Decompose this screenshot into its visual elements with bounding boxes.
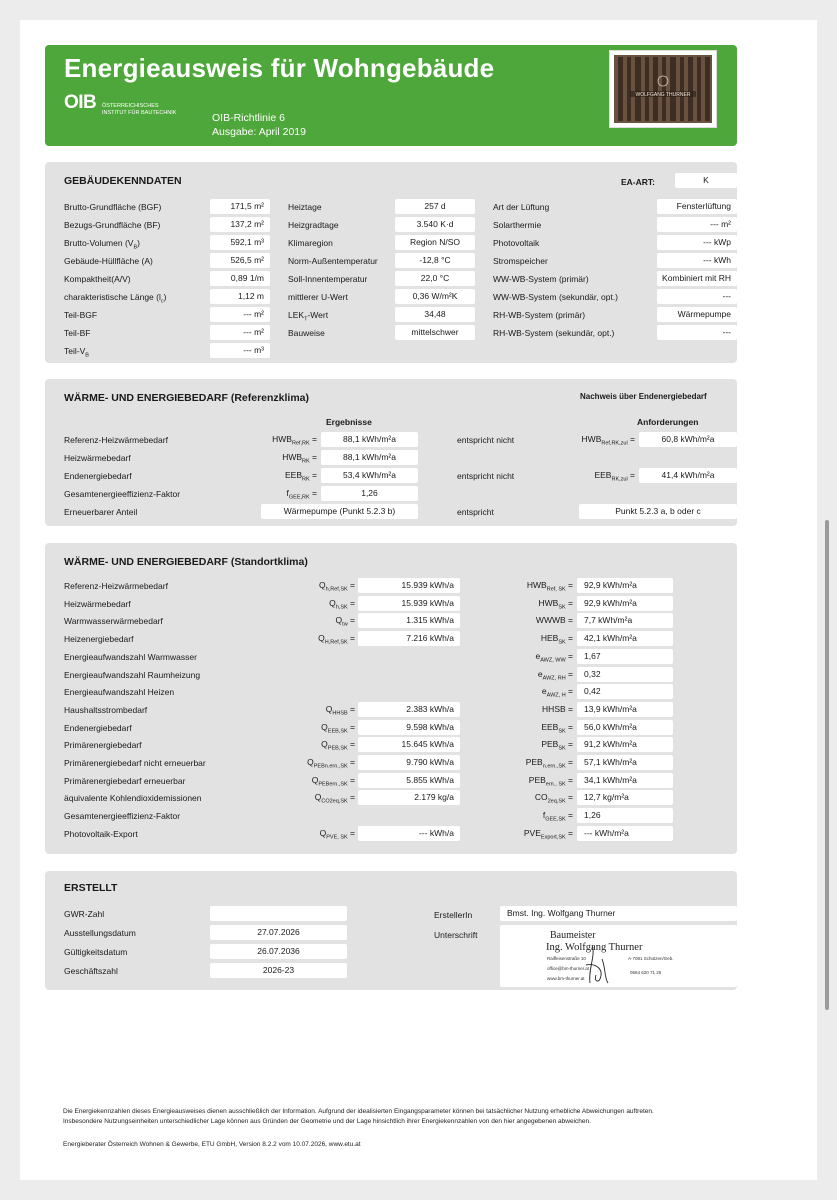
- gebaeudekenndaten-panel: [45, 162, 737, 363]
- gebaeude-value: 0,89 1/m: [210, 271, 270, 286]
- standort-s-symbol: $e_{AWZ, H}$ =: [541, 686, 573, 699]
- gebaeude-label: Norm-Außentemperatur: [288, 256, 378, 266]
- standort-s-symbol: $HWB_{Ref, SK}$ =: [526, 580, 573, 593]
- referenz-req-value: Punkt 5.2.3 a, b oder c: [579, 504, 737, 519]
- standort-label: Primärenergiebedarf erneuerbar: [64, 776, 186, 786]
- standort-label: Photovoltaik-Export: [64, 829, 138, 839]
- gebaeude-value: --- m³: [210, 343, 270, 358]
- standort-s-value: 1,67: [577, 649, 673, 664]
- svg-text:A-7081 Schützen/Geb.: A-7081 Schützen/Geb.: [628, 956, 674, 961]
- erstellt-title: ERSTELLT: [64, 882, 118, 894]
- standort-q-value: 2.179 kg/a: [358, 790, 460, 805]
- standort-s-value: 0,32: [577, 667, 673, 682]
- standort-q-value: 2.383 kWh/a: [358, 702, 460, 717]
- standort-s-value: 12,7 kg/m²a: [577, 790, 673, 805]
- gebaeude-value: mittelschwer: [395, 325, 475, 340]
- standort-q-symbol: $Q_{CO2eq,SK}$ =: [314, 792, 355, 805]
- standort-s-symbol: $f_{GEE,SK}$ =: [542, 810, 573, 823]
- standort-q-value: 7.216 kWh/a: [358, 631, 460, 646]
- standort-s-symbol: $PVE_{Export,SK}$ =: [523, 828, 573, 841]
- signature-box: [500, 925, 737, 987]
- gebaeude-value: 171,5 m²: [210, 199, 270, 214]
- referenz-req-value: 60,8 kWh/m²a: [639, 432, 737, 447]
- erstellt-value: [210, 906, 347, 921]
- standort-q-symbol: $Q_{h,Ref,SK}$ =: [319, 580, 355, 593]
- referenz-req-symbol: $HWB_{Ref,RK,zul}$ =: [581, 434, 635, 447]
- referenz-value: 1,26: [321, 486, 418, 501]
- richtlinie-label: OIB-Richtlinie 6: [212, 112, 285, 124]
- referenz-status: entspricht: [457, 507, 494, 517]
- standort-q-value: 15.939 kWh/a: [358, 596, 460, 611]
- standort-s-value: 56,0 kWh/m²a: [577, 720, 673, 735]
- gebaeude-label: Gebäude-Hüllfläche (A): [64, 256, 153, 266]
- standort-title: WÄRME- UND ENERGIEBEDARF (Standortklima): [64, 556, 308, 568]
- gebaeude-value: --- m²: [657, 217, 737, 232]
- standort-label: Endenergiebedarf: [64, 723, 132, 733]
- gebaeude-label: Stromspeicher: [493, 256, 548, 266]
- svg-text:office@bm-thurner.at: office@bm-thurner.at: [547, 966, 590, 971]
- erstellt-panel: [45, 871, 737, 990]
- gebaeude-value: --- m²: [210, 307, 270, 322]
- standort-q-value: 1.315 kWh/a: [358, 613, 460, 628]
- scrollbar[interactable]: [825, 520, 829, 1010]
- standort-q-symbol: $Q_{HHSB}$ =: [325, 704, 355, 717]
- standort-s-symbol: $HWB_{SK}$ =: [538, 598, 573, 611]
- standort-s-value: 13,9 kWh/m²a: [577, 702, 673, 717]
- referenz-value: 53,4 kWh/m²a: [321, 468, 418, 483]
- standort-s-symbol: HHSB =: [542, 704, 573, 714]
- standort-q-symbol: $Q_{PEBern.,SK}$ =: [311, 775, 355, 788]
- erstellt-value: 26.07.2036: [210, 944, 347, 959]
- standort-s-value: 0,42: [577, 684, 673, 699]
- gebaeude-title: GEBÄUDEKENNDATEN: [64, 175, 182, 187]
- gebaeude-value: ---: [657, 289, 737, 304]
- footer-version: Energieberater Österreich Wohnen & Gewerbe, ETU GmbH, Version 8.2.2 vom 10.07.2026, www.etu.at: [63, 1141, 361, 1148]
- standortklima-panel: [45, 543, 737, 854]
- erstellt-label: Gültigkeitsdatum: [64, 947, 128, 957]
- standort-label: Gesamtenergieeffizienz-Faktor: [64, 811, 181, 821]
- ea-art-label: EA-ART:: [621, 177, 655, 187]
- standort-s-symbol: WWWB =: [535, 615, 573, 625]
- standort-label: Energieaufwandszahl Raumheizung: [64, 670, 201, 680]
- standort-label: Heizwärmebedarf: [64, 599, 131, 609]
- gebaeude-label: WW-WB-System (sekundär, opt.): [493, 292, 619, 302]
- svg-text:0664 620 71 25: 0664 620 71 25: [630, 970, 662, 975]
- oib-logo-subtitle: ÖSTERREICHISCHES INSTITUT FÜR BAUTECHNIK: [102, 103, 177, 116]
- gebaeude-label: WW-WB-System (primär): [493, 274, 589, 284]
- oib-logo: OIB: [64, 92, 97, 113]
- erstellt-label: Geschäftszahl: [64, 966, 118, 976]
- erstellt-value: 2026-23: [210, 963, 347, 978]
- referenz-symbol: $f_{GEE,RK}$ =: [286, 488, 317, 501]
- standort-s-value: 57,1 kWh/m²a: [577, 755, 673, 770]
- svg-text:WOLFGANG THURNER: WOLFGANG THURNER: [635, 92, 691, 98]
- gebaeude-label: Photovoltaik: [493, 238, 540, 248]
- gebaeude-label: $LEK_T$-Wert: [288, 310, 329, 323]
- referenz-title: WÄRME- UND ENERGIEBEDARF (Referenzklima): [64, 392, 310, 404]
- gebaeude-label: RH-WB-System (primär): [493, 310, 586, 320]
- standort-label: äquivalente Kohlendioxidemissionen: [64, 793, 202, 803]
- standort-s-symbol: $e_{AWZ, WW}$ =: [535, 651, 573, 664]
- standort-label: Energieaufwandszahl Warmwasser: [64, 652, 197, 662]
- gebaeude-label: Teil-BF: [64, 328, 91, 338]
- gebaeude-label: Kompaktheit(A/V): [64, 274, 131, 284]
- ea-art-value: K: [675, 173, 737, 188]
- gebaeude-value: 0,36 W/m²K: [395, 289, 475, 304]
- referenz-status: entspricht nicht: [457, 471, 515, 481]
- standort-label: Primärenergiebedarf: [64, 740, 142, 750]
- erstellt-label: Ausstellungsdatum: [64, 928, 136, 938]
- ersteller-value: Bmst. Ing. Wolfgang Thurner: [500, 906, 737, 921]
- standort-q-symbol: $Q_{tw}$ =: [335, 615, 355, 628]
- svg-text:Raiffeisenstraße 10: Raiffeisenstraße 10: [547, 956, 586, 961]
- gebaeude-value: 526,5 m²: [210, 253, 270, 268]
- company-logo: [609, 50, 717, 128]
- gebaeude-value: ---: [657, 325, 737, 340]
- standort-s-value: 42,1 kWh/m²a: [577, 631, 673, 646]
- standort-label: Warmwasserwärmebedarf: [64, 616, 163, 626]
- standort-q-symbol: $Q_{h,SK}$ =: [329, 598, 355, 611]
- referenz-req-value: 41,4 kWh/m²a: [639, 468, 737, 483]
- standort-q-value: 9.790 kWh/a: [358, 755, 460, 770]
- standort-q-symbol: $Q_{PVE, SK}$ =: [319, 828, 355, 841]
- document-title: Energieausweis für Wohngebäude: [64, 53, 495, 83]
- standort-s-symbol: $CO_{2eq,SK}$ =: [534, 792, 573, 805]
- standort-q-symbol: $Q_{PEBn.ern.,SK}$ =: [307, 757, 355, 770]
- erstellt-label: GWR-Zahl: [64, 909, 105, 919]
- referenz-label: Heizwärmebedarf: [64, 453, 131, 463]
- referenz-status: entspricht nicht: [457, 435, 515, 445]
- svg-text:www.bm-thurner.at: www.bm-thurner.at: [547, 976, 585, 981]
- nachweis-label: Nachweis über Endenergiebedarf: [580, 392, 707, 401]
- gebaeude-value: 1,12 m: [210, 289, 270, 304]
- referenz-label: Endenergiebedarf: [64, 471, 132, 481]
- referenz-symbol: $EEB_{RK}$ =: [285, 470, 317, 483]
- standort-label: Referenz-Heizwärmebedarf: [64, 581, 168, 591]
- gebaeude-value: Wärmepumpe: [657, 307, 737, 322]
- gebaeude-value: -12,8 °C: [395, 253, 475, 268]
- document-header: [45, 45, 737, 146]
- gebaeude-label: Bezugs-Grundfläche (BF): [64, 220, 161, 230]
- gebaeude-value: 22,0 °C: [395, 271, 475, 286]
- standort-q-symbol: $Q_{PEB,SK}$ =: [321, 739, 355, 752]
- standort-label: Haushaltsstrombedarf: [64, 705, 148, 715]
- standort-label: Heizenergiebedarf: [64, 634, 134, 644]
- gebaeude-label: Heizgradtage: [288, 220, 339, 230]
- gebaeude-label: charakteristische Länge $(l_c)$: [64, 292, 167, 305]
- gebaeude-label: Teil-$V_B$: [64, 346, 89, 359]
- gebaeude-label: Klimaregion: [288, 238, 333, 248]
- standort-s-symbol: $PEB_{ern., SK}$ =: [528, 775, 573, 788]
- standort-label: Primärenergiebedarf nicht erneuerbar: [64, 758, 206, 768]
- referenz-symbol: $HWB_{RK}$ =: [282, 452, 317, 465]
- gebaeude-value: Region N/SO: [395, 235, 475, 250]
- ergebnisse-header: Ergebnisse: [326, 417, 372, 427]
- gebaeude-value: Fensterlüftung: [657, 199, 737, 214]
- anforderungen-header: Anforderungen: [637, 417, 699, 427]
- standort-q-symbol: $Q_{H,Ref,SK}$ =: [318, 633, 355, 646]
- standort-s-symbol: $HEB_{SK}$ =: [540, 633, 573, 646]
- standort-s-symbol: $PEB_{n.ern.,SK}$ =: [525, 757, 573, 770]
- referenz-req-symbol: $EEB_{RK,zul}$ =: [594, 470, 635, 483]
- footer-disclaimer-2: Insbesondere Nutzungseinheiten unterschiedlicher Lage können aus Gründen der Geometrie und der Lage hinsichtlich ihrer Energiekennzahlen von den hier angegebenen abweichen.: [63, 1118, 591, 1125]
- gebaeude-label: Art der Lüftung: [493, 202, 550, 212]
- standort-s-symbol: $PEB_{SK}$ =: [541, 739, 573, 752]
- referenz-label: Gesamtenergieeffizienz-Faktor: [64, 489, 181, 499]
- gebaeude-value: 137,2 m²: [210, 217, 270, 232]
- footer-disclaimer-1: Die Energiekennzahlen dieses Energieausweises dienen ausschließlich der Information. Aufgrund der idealisierten Eingangsparameter können bei tatsächlicher Nutzung erhebliche Abweichungen auftreten.: [63, 1108, 654, 1115]
- gebaeude-label: Soll-Innentemperatur: [288, 274, 368, 284]
- gebaeude-value: 34,48: [395, 307, 475, 322]
- ersteller-label: ErstellerIn: [434, 910, 473, 920]
- gebaeude-label: Bauweise: [288, 328, 325, 338]
- erstellt-value: 27.07.2026: [210, 925, 347, 940]
- gebaeude-value: --- kWp: [657, 235, 737, 250]
- gebaeude-label: Teil-BGF: [64, 310, 98, 320]
- gebaeude-value: Kombiniert mit RH: [657, 271, 737, 286]
- gebaeude-label: Brutto-Grundfläche (BGF): [64, 202, 162, 212]
- gebaeude-label: Heiztage: [288, 202, 322, 212]
- standort-s-value: 1,26: [577, 808, 673, 823]
- referenz-label: Referenz-Heizwärmebedarf: [64, 435, 168, 445]
- referenz-value: 88,1 kWh/m²a: [321, 450, 418, 465]
- standort-q-value: 5.855 kWh/a: [358, 773, 460, 788]
- standort-q-value: --- kWh/a: [358, 826, 460, 841]
- standort-s-value: 92,9 kWh/m²a: [577, 578, 673, 593]
- referenz-value: 88,1 kWh/m²a: [321, 432, 418, 447]
- gebaeude-value: --- kWh: [657, 253, 737, 268]
- referenzklima-panel: [45, 379, 737, 526]
- standort-s-value: --- kWh/m²a: [577, 826, 673, 841]
- gebaeude-label: Brutto-Volumen $(V_B)$: [64, 238, 140, 251]
- stamp-signature: [500, 925, 737, 987]
- standort-q-value: 9.598 kWh/a: [358, 720, 460, 735]
- svg-text:Baumeister: Baumeister: [550, 930, 596, 941]
- standort-s-value: 7,7 kWh/m²a: [577, 613, 673, 628]
- gebaeude-value: 3.540 K·d: [395, 217, 475, 232]
- gebaeude-value: --- m²: [210, 325, 270, 340]
- standort-s-symbol: $EEB_{SK}$ =: [541, 722, 573, 735]
- gebaeude-value: 257 d: [395, 199, 475, 214]
- standort-q-value: 15.939 kWh/a: [358, 578, 460, 593]
- referenz-label: Erneuerbarer Anteil: [64, 507, 138, 517]
- standort-q-value: 15.645 kWh/a: [358, 737, 460, 752]
- svg-text:Ing. Wolfgang Thurner: Ing. Wolfgang Thurner: [546, 942, 643, 953]
- standort-q-symbol: $Q_{EEB,SK}$ =: [321, 722, 355, 735]
- referenz-value: Wärmepumpe (Punkt 5.2.3 b): [261, 504, 418, 519]
- unterschrift-label: Unterschrift: [434, 930, 478, 940]
- standort-s-value: 92,9 kWh/m²a: [577, 596, 673, 611]
- gebaeude-value: 592,1 m³: [210, 235, 270, 250]
- gebaeude-label: Solarthermie: [493, 220, 542, 230]
- gebaeude-label: mittlerer U-Wert: [288, 292, 348, 302]
- gebaeude-label: RH-WB-System (sekundär, opt.): [493, 328, 615, 338]
- standort-s-value: 91,2 kWh/m²a: [577, 737, 673, 752]
- standort-s-value: 34,1 kWh/m²a: [577, 773, 673, 788]
- standort-label: Energieaufwandszahl Heizen: [64, 687, 175, 697]
- standort-s-symbol: $e_{AWZ, RH}$ =: [537, 669, 573, 682]
- ausgabe-label: Ausgabe: April 2019: [212, 126, 306, 138]
- referenz-symbol: $HWB_{Ref,RK}$ =: [272, 434, 317, 447]
